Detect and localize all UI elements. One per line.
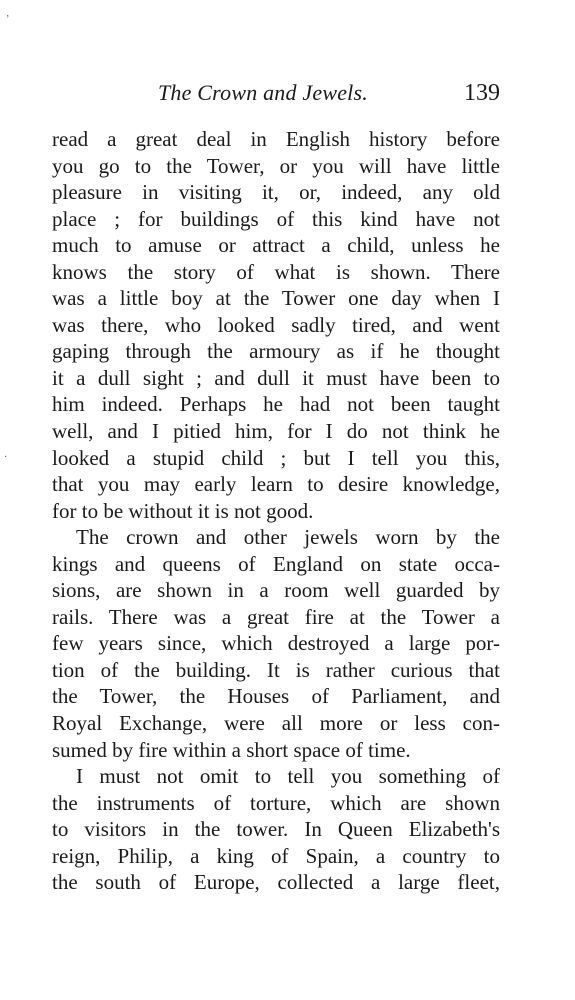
running-title: The Crown and Jewels. bbox=[158, 80, 368, 105]
text-line: the Tower, the Houses of Parliament, and bbox=[52, 684, 500, 709]
margin-speck: ʼ bbox=[6, 14, 10, 25]
text-line: I must not omit to tell you something of bbox=[76, 764, 500, 789]
paragraph-2 bbox=[52, 524, 500, 763]
text-line: sions, are shown in a room well guarded by bbox=[52, 578, 500, 603]
margin-speck: · bbox=[4, 452, 8, 463]
paragraph-1 bbox=[52, 126, 500, 524]
text-line: you go to the Tower, or you will have little bbox=[52, 153, 500, 178]
running-head bbox=[48, 80, 500, 114]
paragraph-3 bbox=[52, 763, 500, 896]
text-line: Royal Exchange, were all more or less con- bbox=[52, 711, 500, 736]
text-line: was a little boy at the Tower one day when I bbox=[52, 286, 500, 311]
text-line: few years since, which destroyed a large por- bbox=[52, 631, 500, 656]
text-line: much to amuse or attract a child, unless he bbox=[52, 233, 500, 258]
text-line: the south of Europe, collected a large fleet, bbox=[52, 870, 500, 895]
text-line: the instruments of torture, which are shown bbox=[52, 790, 500, 815]
text-line: reign, Philip, a king of Spain, a country to bbox=[52, 843, 500, 868]
text-line: to visitors in the tower. In Queen Elizabeth's bbox=[52, 817, 500, 842]
text-line: read a great deal in English history before bbox=[52, 127, 500, 151]
text-line: rails. There was a great fire at the Tower a bbox=[52, 604, 500, 629]
page-number: 139 bbox=[464, 80, 500, 106]
text-line: looked a stupid child ; but I tell you this, bbox=[52, 445, 500, 470]
text-line: kings and queens of England on state occa- bbox=[52, 551, 500, 576]
text-line: that you may early learn to desire knowledge, bbox=[52, 472, 500, 497]
text-line: pleasure in visiting it, or, indeed, any old bbox=[52, 180, 500, 205]
text-line: was there, who looked sadly tired, and went bbox=[52, 312, 500, 337]
text-line: him indeed. Perhaps he had not been taught bbox=[52, 392, 500, 417]
text-line: tion of the building. It is rather curious that bbox=[52, 657, 500, 682]
text-line: gaping through the armoury as if he thought bbox=[52, 339, 500, 364]
text-line: it a dull sight ; and dull it must have been to bbox=[52, 365, 500, 390]
text-line: sumed by fire within a short space of time. bbox=[52, 737, 411, 762]
text-line: well, and I pitied him, for I do not think he bbox=[52, 419, 500, 444]
text-line: knows the story of what is shown. There bbox=[52, 259, 500, 284]
text-line: place ; for buildings of this kind have not bbox=[52, 206, 500, 231]
text-line: for to be without it is not good. bbox=[52, 498, 314, 523]
text-line: The crown and other jewels worn by the bbox=[76, 525, 500, 550]
body-text bbox=[52, 126, 500, 896]
